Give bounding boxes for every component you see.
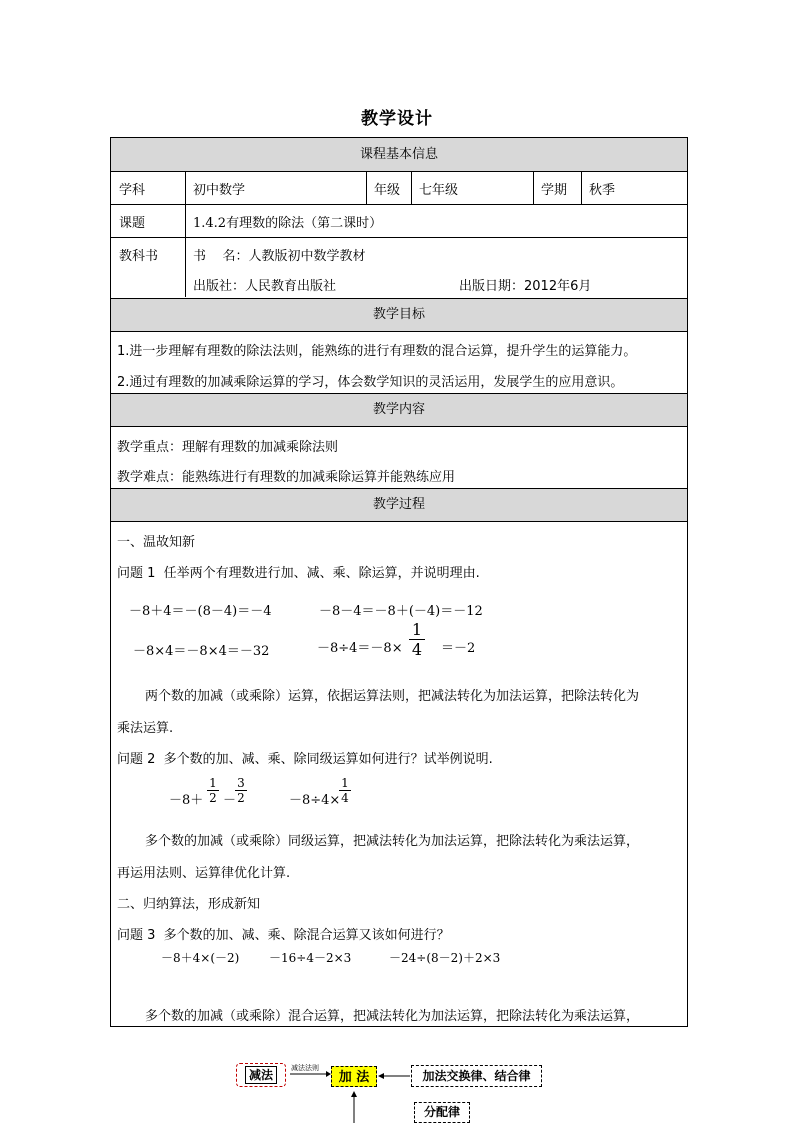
term-label: 学期: [541, 183, 568, 198]
paragraph-1-line-2: 乘法运算.: [117, 721, 174, 736]
textbook-label: 教科书: [119, 249, 159, 264]
topic-value: 1.4.2有理数的除法（第二课时）: [193, 216, 383, 231]
left-arrow-icon: [378, 1071, 410, 1081]
lesson-plan-table: [110, 137, 688, 1027]
objectives-header: 教学目标: [111, 298, 687, 332]
equation-3b-fraction: $\frac{1}{4}$: [339, 776, 351, 805]
grade-label: 年级: [374, 183, 401, 198]
equation-3a-minus: －: [223, 793, 237, 808]
topic-label: 课题: [119, 216, 146, 231]
subtraction-box: [236, 1063, 286, 1087]
equation-2b-result: ＝－2: [441, 641, 476, 656]
objective-2: 2.通过有理数的加减乘除运算的学习，体会数学知识的灵活运用，发展学生的应用意识。: [117, 375, 624, 390]
equation-3a-prefix: －8＋: [169, 793, 204, 808]
equation-4a: －8＋4×(－2): [161, 951, 240, 965]
question-3: 问题 3 多个数的加、减、乘、除混合运算又该如何进行？: [117, 928, 450, 943]
subject-label: 学科: [119, 183, 146, 198]
equation-4b: －16÷4－2×3: [269, 951, 352, 965]
equation-1b: －8－4＝－8＋(－4)＝－12: [319, 604, 483, 619]
addition-laws-box: 加法交换律、结合律: [411, 1065, 542, 1087]
publication-date: 出版日期：2012年6月: [459, 279, 592, 294]
equation-2b-fraction: $\frac{1}{4}$: [409, 620, 425, 659]
equation-4c: －24÷(8－2)＋2×3: [389, 951, 501, 965]
grade-value: 七年级: [419, 183, 459, 198]
equation-3a-fraction-2: $\frac{3}{2}$: [235, 776, 247, 805]
operation-flow-diagram: [0, 1055, 794, 1123]
question-2: 问题 2 多个数的加、减、乘、除同级运算如何进行？试举例说明.: [117, 752, 493, 767]
basic-info-header: 课程基本信息: [111, 138, 687, 172]
objective-1: 1.进一步理解有理数的除法法则，能熟练的进行有理数的混合运算，提升学生的运算能力。: [117, 344, 637, 359]
book-name: 书 名：人教版初中数学教材: [193, 249, 366, 264]
addition-box: 加 法: [331, 1066, 377, 1087]
difficulty: 教学难点：能熟练进行有理数的加减乘除运算并能熟练应用: [117, 470, 456, 485]
process-header: 教学过程: [111, 488, 687, 522]
content-header: 教学内容: [111, 393, 687, 427]
publisher: 出版社：人民教育出版社: [193, 279, 337, 294]
subject-value: 初中数学: [193, 183, 246, 198]
section-review: 一、温故知新: [117, 535, 196, 550]
equation-3a-fraction-1: $\frac{1}{2}$: [207, 776, 219, 805]
up-arrow-icon: [349, 1091, 359, 1123]
distributive-law-box: 分配律: [414, 1102, 470, 1123]
paragraph-1-line-1: 两个数的加减（或乘除）运算，依据运算法则，把减法转化为加法运算，把除法转化为: [145, 689, 640, 704]
equation-3b-prefix: －8÷4×: [289, 793, 341, 808]
right-arrow-icon: [288, 1069, 332, 1079]
paragraph-3-line-1: 多个数的加减（或乘除）混合运算，把减法转化为加法运算，把除法转化为乘法运算，: [145, 1009, 640, 1024]
equation-2b-prefix: －8÷4＝－8×: [317, 641, 403, 656]
paragraph-2-line-2: 再运用法则、运算律优化计算.: [117, 866, 291, 881]
subtraction-label: 减法: [245, 1066, 277, 1084]
paragraph-2-line-1: 多个数的加减（或乘除）同级运算，把减法转化为加法运算，把除法转化为乘法运算，: [145, 834, 640, 849]
equation-1a: －8＋4＝－(8－4)＝－4: [129, 604, 272, 619]
equation-2a: －8×4＝－8×4＝－32: [133, 644, 270, 659]
term-value: 秋季: [589, 183, 616, 198]
subtraction-rule-label: 减法法则: [291, 1064, 319, 1072]
key-point: 教学重点：理解有理数的加减乘除法则: [117, 440, 339, 455]
document-title: 教学设计: [361, 109, 433, 129]
section-induction: 二、归纳算法，形成新知: [117, 897, 261, 912]
question-1: 问题 1 任举两个有理数进行加、减、乘、除运算，并说明理由.: [117, 566, 480, 581]
